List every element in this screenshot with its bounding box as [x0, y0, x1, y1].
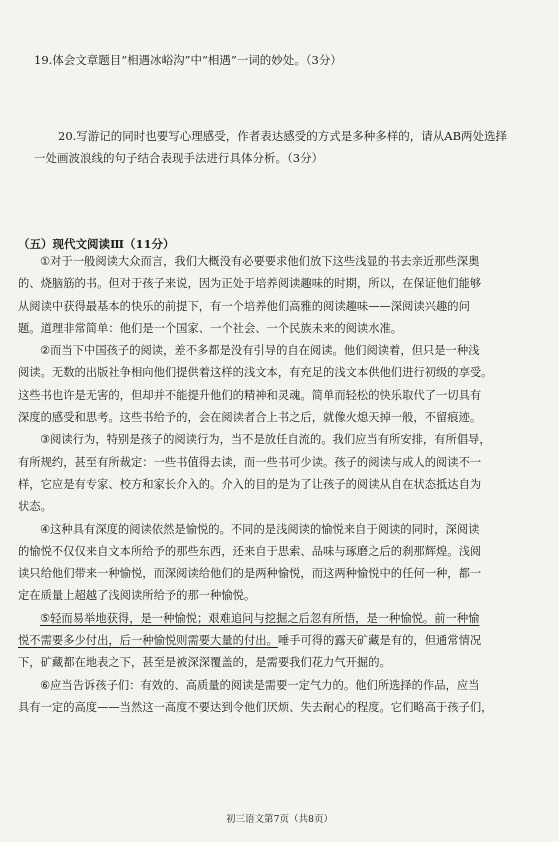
passage-line: 具有一定的高度——当然这一高度不要达到令他们厌烦、失去耐心的程度。它们略高于孩子们， [18, 700, 493, 714]
passage-line-underlined [18, 608, 542, 630]
passage-line: 的、烧脑筋的书。但对于孩子来说，因为正处于培养阅读趣味的时期，所以，在保证他们能够 [18, 277, 482, 291]
passage-line: 样，它应是有专家、校方和家长介入的。介入的目的是为了让孩子的阅读从自在状态抵达自为 [18, 477, 482, 491]
passage-line: 阅读。无数的出版社争相向他们提供着这样的浅文本，有充足的浅文本供他们进行初级的享受。 [18, 366, 493, 380]
passage-line: 定在质量上超越了浅阅读所给予的那一种愉悦。 [18, 589, 256, 603]
passage-line: 深度的感受和思考。这些书给予的，会在阅读者合上书之后，就像火熄天掉一般，不留痕迹。 [18, 411, 482, 425]
passage-line [18, 630, 542, 652]
passage-line: 的愉悦不仅仅来自文本所给予的那些东西，还来自于思索、品味与琢磨之后的刹那辉煌。浅阅 [18, 544, 482, 558]
question-20-line-1: 20.写游记的同时也要写心理感受，作者表达感受的方式是多种多样的，请从AB两处选择 [58, 129, 508, 143]
passage-line: ①对于一般阅读大众而言，我们大概没有必要要求他们放下这些浅显的书去亲近那些深奥 [40, 255, 480, 268]
section-title: （五）现代文阅读Ⅲ（11分） [18, 237, 175, 251]
passage-line: 题。道理非常简单：他们是一个国家、一个社会、一个民族未来的阅读水准。 [18, 321, 403, 335]
question-19 [34, 52, 534, 68]
passage-line: 状态。 [18, 500, 52, 514]
passage-line: ⑥应当告诉孩子们：有效的、高质量的阅读是需要一定气力的。他们所选择的作品，应当 [40, 678, 480, 692]
passage-line: ④这种具有深度的阅读依然是愉悦的。不同的是浅阅读的愉悦来自于阅读的同时，深阅读 [40, 522, 480, 536]
underlined-sentence: 悦不需要多少付出，后一种愉悦则需要大量的付出。 [18, 634, 278, 648]
passage-text: 唾手可得的露天矿藏是有的，但通常情况 [277, 634, 482, 648]
reading-passage [18, 251, 542, 719]
passage-line: 这些书也许是无害的，但却并不能提升他们的精神和灵魂。简单而轻松的快乐取代了一切具有 [18, 388, 482, 402]
passage-line: 从阅读中获得最基本的快乐的前提下，有一个培养他们高雅的阅读趣味——深阅读兴趣的问 [18, 299, 470, 313]
question-19-text: 19.体会文章题目“相遇冰峪沟”中“相遇”一词的妙处。（3分） [34, 53, 342, 67]
page-footer: 初三语文第7页（共8页） [225, 814, 334, 825]
passage-line: 读只给他们带来一种愉悦，而深阅读给他们的是两种愉悦，而这两种愉悦中的任何一种，都一 [18, 567, 482, 581]
question-20 [34, 125, 534, 169]
passage-line: ③阅读行为，特别是孩子的阅读行为，当不是放任自流的。我们应当有所安排，有所倡导， [40, 433, 491, 447]
passage-line: 有所规约，甚至有所裁定：一些书值得去读，而一些书可少读。孩子的阅读与成人的阅读不一 [18, 455, 482, 469]
passage-line: 下，矿藏都在地表之下，甚至是被深深覆盖的，是需要我们花力气开掘的。 [18, 656, 391, 670]
underlined-sentence: ⑤轻而易举地获得，是一种愉悦；艰难追问与挖掘之后忽有所悟，是一种愉悦。前一种愉 [40, 611, 480, 625]
passage-line: ②而当下中国孩子的阅读，差不多都是没有引导的自在阅读。他们阅读着，但只是一种浅 [40, 344, 480, 358]
question-20-line-2: 一处画波浪线的句子结合表现手法进行具体分析。（3分） [34, 151, 324, 165]
